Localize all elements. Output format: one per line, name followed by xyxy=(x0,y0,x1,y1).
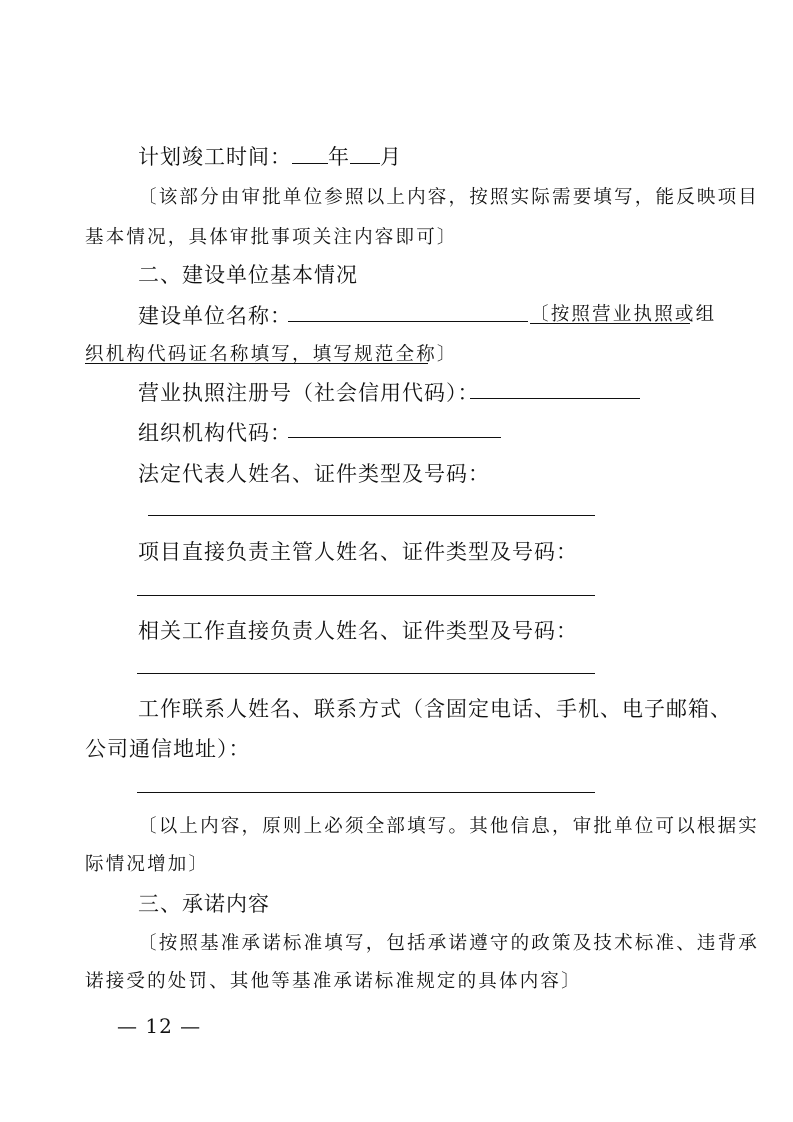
org-code-underline[interactable] xyxy=(288,437,501,438)
project-note-line1: 〔该部分由审批单位参照以上内容，按照实际需要填写，能反映项目 xyxy=(138,187,760,208)
month-blank[interactable] xyxy=(350,143,380,164)
month-label: 月 xyxy=(380,145,402,169)
page-number: — 12 — xyxy=(117,1014,202,1038)
unit-name-note-underline1 xyxy=(530,323,690,324)
project-manager-underline[interactable] xyxy=(137,595,595,596)
completion-time-row xyxy=(138,141,402,171)
project-manager-label: 项目直接负责主管人姓名、证件类型及号码： xyxy=(138,540,578,564)
project-note-line2: 基本情况，具体审批事项关注内容即可〕 xyxy=(85,227,458,248)
contact-label-line2: 公司通信地址）： xyxy=(85,737,251,761)
org-code-label: 组织机构代码： xyxy=(138,421,292,445)
year-label: 年 xyxy=(328,145,350,169)
section2-note-line2: 际情况增加〕 xyxy=(85,854,210,875)
related-person-underline[interactable] xyxy=(137,673,595,674)
completion-time-label: 计划竣工时间： xyxy=(138,145,292,169)
contact-label-line1: 工作联系人姓名、联系方式（含固定电话、手机、电子邮箱、 xyxy=(138,697,732,721)
unit-name-note-line1: 〔按照营业执照或组 xyxy=(530,304,717,325)
section3-title: 三、承诺内容 xyxy=(138,892,270,916)
license-underline[interactable] xyxy=(470,398,640,399)
unit-name-underline[interactable] xyxy=(288,321,528,322)
section2-note-line1: 〔以上内容，原则上必须全部填写。其他信息，审批单位可以根据实 xyxy=(138,816,760,837)
unit-name-note-line2: 织机构代码证名称填写，填写规范全称〕 xyxy=(85,344,458,365)
section3-note-line1: 〔按照基准承诺标准填写，包括承诺遵守的政策及技术标准、违背承 xyxy=(138,933,760,954)
year-blank[interactable] xyxy=(292,143,328,164)
legal-rep-label: 法定代表人姓名、证件类型及号码： xyxy=(138,462,490,486)
section2-title: 二、建设单位基本情况 xyxy=(138,263,358,287)
contact-underline[interactable] xyxy=(137,792,595,793)
legal-rep-underline[interactable] xyxy=(148,515,595,516)
section3-note-line2: 诺接受的处罚、其他等基准承诺标准规定的具体内容〕 xyxy=(85,971,582,992)
related-person-label: 相关工作直接负责人姓名、证件类型及号码： xyxy=(138,619,578,643)
unit-name-note-underline2 xyxy=(85,363,428,364)
license-label: 营业执照注册号（社会信用代码）： xyxy=(138,381,480,405)
unit-name-label: 建设单位名称： xyxy=(138,304,292,328)
